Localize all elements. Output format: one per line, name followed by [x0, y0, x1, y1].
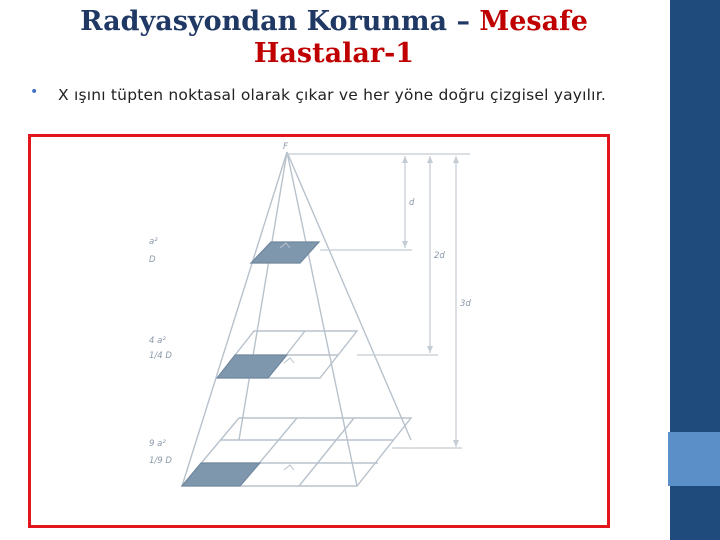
- dose-label-1: D: [149, 255, 156, 265]
- area-label-3: 9 a²: [149, 439, 166, 449]
- shaded-square-level3: [182, 463, 260, 486]
- shaded-square-level1: [251, 242, 319, 263]
- bullet-icon: •: [30, 84, 39, 100]
- title-text: Radyasyondan Korunma –: [80, 6, 480, 37]
- distance-label-2d: 2d: [434, 251, 445, 261]
- pyramid-lines: [182, 152, 411, 486]
- area-label-2: 4 a²: [149, 336, 166, 346]
- source-label: F: [283, 142, 288, 152]
- shaded-square-level2: [217, 355, 287, 378]
- title-highlight: Mesafe: [479, 6, 588, 37]
- dose-label-3: 1/9 D: [149, 456, 172, 466]
- area-label-1: a²: [149, 237, 158, 247]
- dose-label-2: 1/4 D: [149, 351, 172, 361]
- slide-title-line2: Hastalar-1: [253, 38, 415, 69]
- distance-arrows: [287, 154, 470, 448]
- distance-label-d: d: [409, 198, 415, 208]
- distance-label-3d: 3d: [460, 299, 471, 309]
- bullet-text: X ışını tüpten noktasal olarak çıkar ve her yöne doğru çizgisel yayılır.: [58, 86, 606, 104]
